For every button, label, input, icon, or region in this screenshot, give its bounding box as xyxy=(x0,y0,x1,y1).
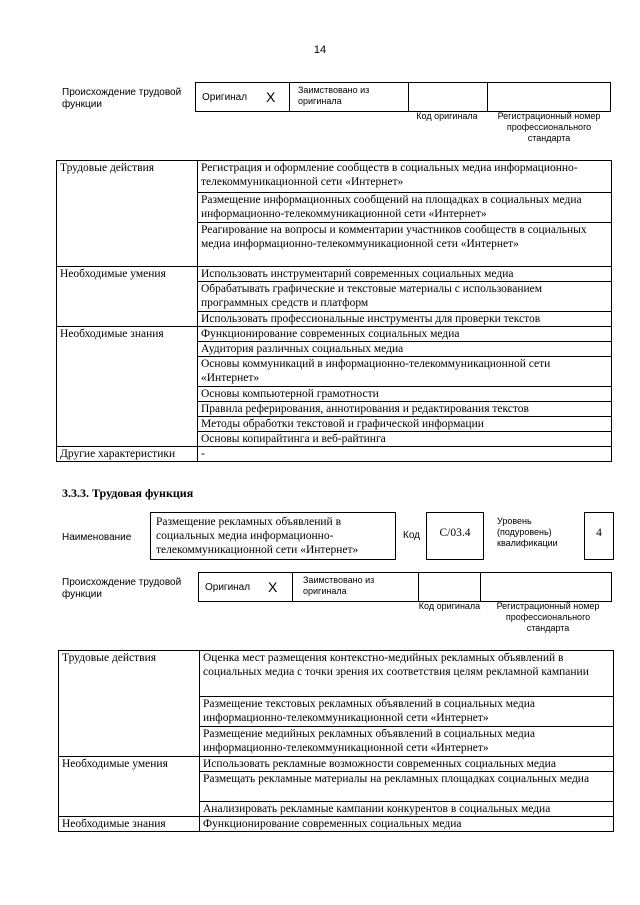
category-cell: Необходимые умения xyxy=(57,267,198,327)
row-text: Правила реферирования, аннотирования и редактирования текстов xyxy=(198,402,612,417)
name-value-cell xyxy=(150,512,396,560)
name-value: Размещение рекламных объявлений в социальных медиа информационно-телекоммуникационной сети «Интернет» xyxy=(156,516,359,556)
original-label: Оригинал xyxy=(202,92,248,103)
name-label: Наименование xyxy=(62,532,132,543)
row-text: Анализировать рекламные кампании конкурентов в социальных медиа xyxy=(200,802,614,817)
row-text: Регистрация и оформление сообществ в социальных медиа информационно-телекоммуникационной сети «Интернет» xyxy=(198,161,612,193)
table-row xyxy=(57,161,612,193)
category-cell: Необходимые умения xyxy=(59,757,200,817)
table-row xyxy=(57,447,612,462)
code-value-cell xyxy=(426,512,484,560)
row-text: Оценка мест размещения контекстно-медийных рекламных объявлений в социальных медиа с точки зрения их соответствия целям рекламной кампании xyxy=(200,651,614,697)
original-mark: X xyxy=(266,89,276,105)
work-function-table-1 xyxy=(56,160,612,462)
row-text: Функционирование современных социальных медиа xyxy=(200,817,614,832)
row-text: Реагирование на вопросы и комментарии участников сообществ в социальных медиа информационно-телекоммуникационной сети «Интернет» xyxy=(198,223,612,267)
row-text: - xyxy=(198,447,612,462)
code-caption: Код оригинала xyxy=(418,601,481,611)
origin-original-cell xyxy=(195,82,290,112)
row-text: Основы компьютерной грамотности xyxy=(198,387,612,402)
section-title: 3.3.3. Трудовая функция xyxy=(62,486,194,500)
row-text: Аудитория различных социальных медиа xyxy=(198,342,612,357)
level-label: Уровень (подуровень) квалификации xyxy=(497,516,558,548)
row-text: Размещение информационных сообщений на площадках в социальных медиа информационно-телекоммуникационной сети «Интернет» xyxy=(198,193,612,223)
origin-code-cell xyxy=(418,572,481,602)
table-row xyxy=(59,757,614,772)
borrowed-label: Заимствовано из оригинала xyxy=(303,575,375,596)
origin-code-cell xyxy=(408,82,488,112)
level-value-cell xyxy=(584,512,614,560)
origin-original-cell xyxy=(198,572,293,602)
origin-borrowed-cell xyxy=(289,82,409,112)
code-caption: Код оригинала xyxy=(416,111,478,121)
row-text: Основы копирайтинга и веб-райтинга xyxy=(198,432,612,447)
row-text: Размещение медийных рекламных объявлений в социальных медиа информационно-телекоммуникационной сети «Интернет» xyxy=(200,727,614,757)
page-number: 14 xyxy=(313,44,327,56)
original-label: Оригинал xyxy=(205,582,251,593)
row-text: Использовать рекламные возможности современных социальных медиа xyxy=(200,757,614,772)
work-function-table-2 xyxy=(58,650,614,832)
category-cell: Трудовые действия xyxy=(57,161,198,267)
row-text: Размещать рекламные материалы на рекламных площадках социальных медиа xyxy=(200,772,614,802)
code-value: C/03.4 xyxy=(439,527,471,539)
borrowed-label: Заимствовано из оригинала xyxy=(298,85,370,106)
origin-reg-cell xyxy=(480,572,612,602)
table-row xyxy=(59,817,614,832)
origin-reg-cell xyxy=(487,82,611,112)
row-text: Основы коммуникаций в информационно-телекоммуникационной сети «Интернет» xyxy=(198,357,612,387)
origin-label: Происхождение трудовой функции xyxy=(62,87,182,110)
category-cell: Необходимые знания xyxy=(57,327,198,447)
row-text: Методы обработки текстовой и графической информации xyxy=(198,417,612,432)
origin-label: Происхождение трудовой функции xyxy=(62,577,182,600)
row-text: Использовать профессиональные инструменты для проверки текстов xyxy=(198,312,612,327)
table-row xyxy=(57,267,612,282)
row-text: Обрабатывать графические и текстовые материалы с использованием программных средств и платформ xyxy=(198,282,612,312)
original-mark: X xyxy=(268,579,278,595)
table-row xyxy=(59,651,614,697)
reg-caption: Регистрационный номер профессионального стандарта xyxy=(497,111,601,143)
category-cell: Другие характеристики xyxy=(57,447,198,462)
row-text: Использовать инструментарий современных социальных медиа xyxy=(198,267,612,282)
row-text: Размещение текстовых рекламных объявлений в социальных медиа информационно-телекоммуникационной сети «Интернет» xyxy=(200,697,614,727)
reg-caption: Регистрационный номер профессионального стандарта xyxy=(496,601,600,633)
row-text: Функционирование современных социальных медиа xyxy=(198,327,612,342)
level-value: 4 xyxy=(596,527,602,539)
code-label: Код xyxy=(403,530,421,541)
origin-borrowed-cell xyxy=(292,572,419,602)
category-cell: Трудовые действия xyxy=(59,651,200,757)
category-cell: Необходимые знания xyxy=(59,817,200,832)
table-row xyxy=(57,327,612,342)
